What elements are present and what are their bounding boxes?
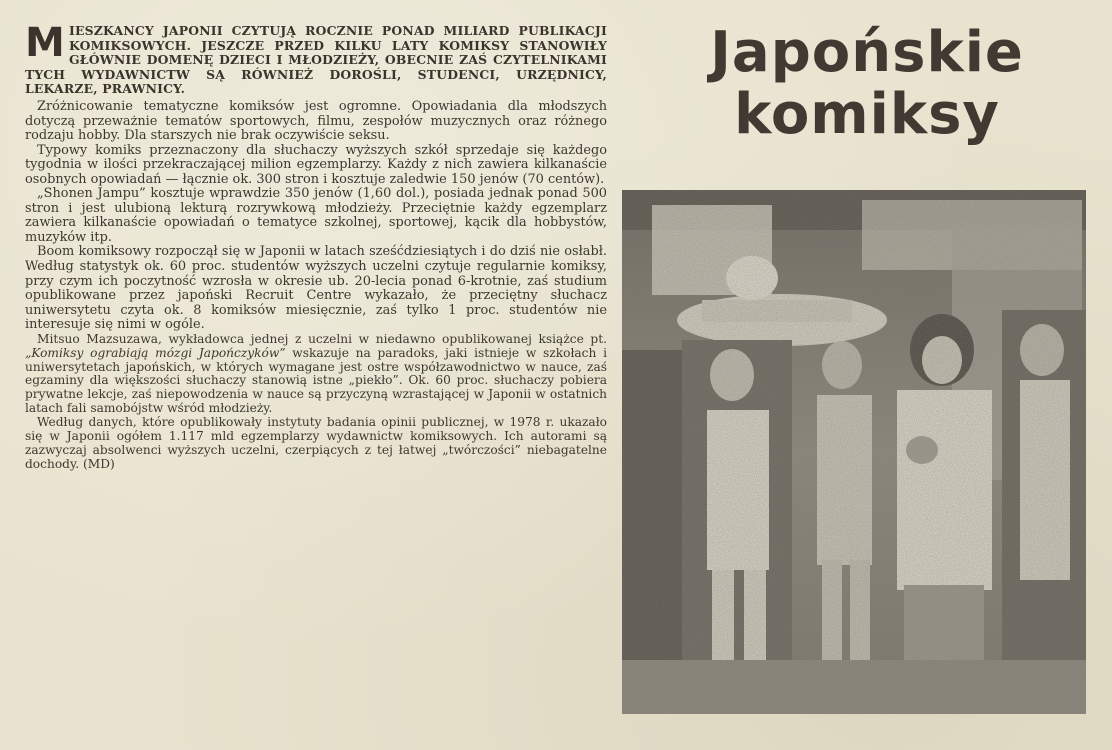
paragraph-5-pre: Mitsuo Mazsuzawa, wykładowca jednej z uczelni w niedawno opublikowanej książce pt.	[37, 331, 607, 346]
article-lead	[25, 20, 607, 97]
paragraph-4: Boom komiksowy rozpoczął się w Japonii w latach sześćdziesiątych i do dziś nie osłabł. Według statystyk ok. 60 proc. studentów wyższych uczelni czytuje regularnie komiksy, przy czym ich poczytność wzrosła w okresie ub. 20-lecia ponad 6-krotnie, zaś studium opublikowane przez japoński Recruit Centre wykazało, że przeciętny słuchacz uniwersytetu czyta ok. 8 komiksów miesięcznie, zaś tylko 1 proc. studentów nie interesuje się nimi w ogóle.	[25, 244, 607, 333]
paragraph-2: Typowy komiks przeznaczony dla słuchaczy wyższych szkół sprzedaje się każdego tygodnia w ilości przekraczającej milion egzemplarzy. Każdy z nich zawiera kilkanaście osobnych opowiadań — łącznie ok. 300 stron i kosztuje zaledwie 150 jenów (70 centów).	[25, 142, 607, 187]
photo-halftone	[622, 190, 1086, 714]
drop-cap: M	[25, 20, 66, 66]
article-headline	[682, 22, 1052, 146]
article-photo	[622, 190, 1086, 714]
paragraph-6: Według danych, które opublikowały instytuty badania opinii publicznej, w 1978 r. ukazało się w Japonii ogółem 1.117 mld egzemplarzy wydawnictw komiksowych. Ich autorami są zazwyczaj absolwenci wyższych uczelni, czerpiących z tej łatwej „twórczości” niebagatelne dochody. (MD)	[25, 415, 607, 471]
headline-and-photo	[620, 0, 1110, 750]
paragraph-3: „Shonen Jampu” kosztuje wprawdzie 350 jenów (1,60 dol.), posiada jednak ponad 500 stron i jest ulubioną lekturą rozrywkową młodzieży. Przeciętnie każdy egzemplarz zawiera kilkanaście opowiadań o tematyce szkolnej, sportowej, kącik dla hobbystów, muzyków itp.	[25, 186, 607, 245]
paragraph-1: Zróżnicowanie tematyczne komiksów jest ogromne. Opowiadania dla młodszych dotyczą przeważnie tematów sportowych, filmu, zespołów muzycznych oraz różnego rodzaju hobby. Dla starszych nie brak oczywiście seksu.	[25, 98, 607, 144]
paragraph-5	[25, 333, 607, 416]
headline-line-1: Japońskie	[710, 20, 1024, 85]
headline-line-2: komiksy	[734, 82, 1000, 147]
article-body	[25, 20, 607, 744]
lead-text: IESZKANCY JAPONII CZYTUJĄ ROCZNIE PONAD MILIARD PUBLIKACJI KOMIKSOWYCH. JESZCZE PRZED KILKU LATY KOMIKSY STANOWIŁY GŁÓWNIE DOMENĘ DZIECI I MŁODZIEŻY, OBECNIE ZAŚ CZYTELNIKAMI TYCH WYDAWNICTW SĄ RÓWNIEŻ DOROŚLI, STUDENCI, URZĘDNICY, LEKARZE, PRAWNICY.	[25, 23, 607, 97]
paragraph-5-post: wskazuje na paradoks, jaki istnieje w szkołach i uniwersytetach japońskich, w których wymagane jest ostre współzawodnictwo w nauce, zaś egzaminy dla większości słuchaczy stanowią istne „piekło”. Ok. 60 proc. słuchaczy pobiera prywatne lekcje, zaś niepowodzenia w nauce są przyczyną wzrastającej w Japonii w ostatnich latach fali samobójstw wśród młodzieży.	[25, 345, 607, 416]
book-title: „Komiksy ograbiają mózgi Japończyków”	[25, 345, 286, 360]
